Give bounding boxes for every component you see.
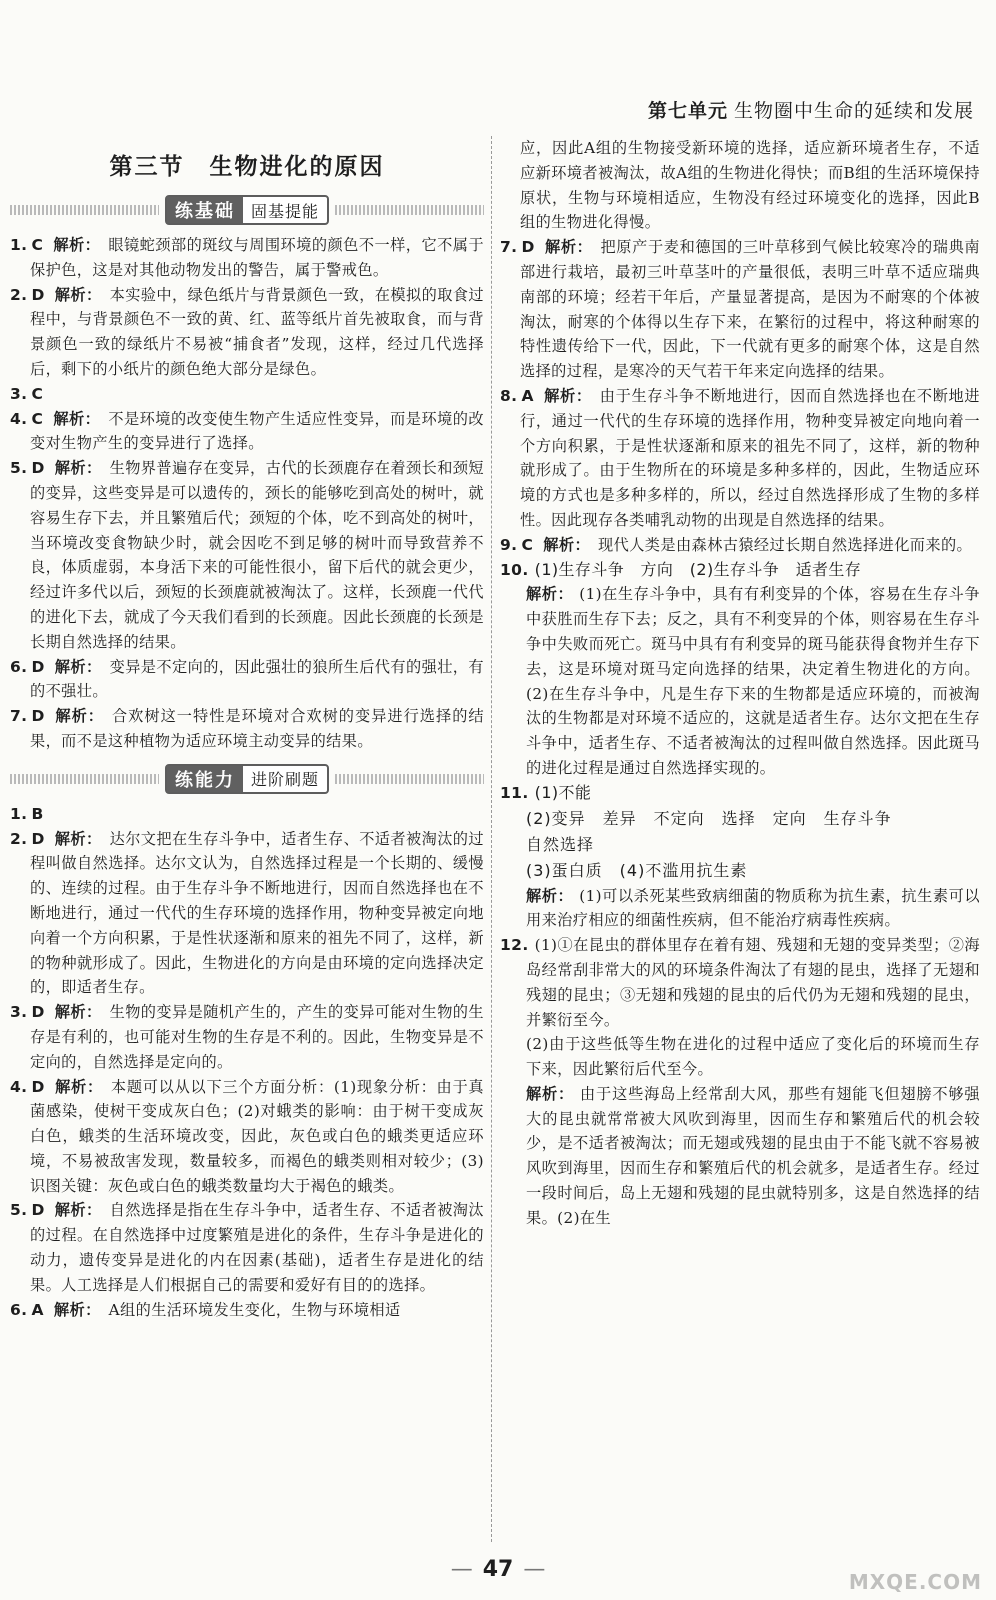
answer-number: 10.	[500, 560, 529, 579]
answer-number: 7.	[10, 707, 28, 726]
banner-basic	[10, 195, 484, 225]
analysis-text: 自然选择是指在生存斗争中，适者生存、不适者被淘汰的过程。在自然选择中过度繁殖是进化的条件，生存斗争是进化的动力，遗传变异是进化的内在因素(基础)，适者生存是进化的结果。人工选择是人们根据自己的需要和爱好有目的的选择。	[30, 1201, 484, 1294]
answer-item	[10, 283, 484, 382]
analysis-text: 把原产于麦和德国的三叶草移到气候比较寒冷的瑞典南部进行栽培，最初三叶草茎叶的产量很低，表明三叶草不适应瑞典南部的环境；经若干年后，产量显著提高，是因为不耐寒的个体被淘汰，耐寒的个体得以生存下来，在繁衍的过程中，将这种耐寒的特性遗传给下一代，因此，下一代就有更多的耐寒个体，这是自然选择的过程，是寒冷的天气若干年来定向选择的结果。	[520, 238, 980, 381]
unit-title: 生物圈中生命的延续和发展	[733, 100, 974, 122]
answer-number: 3.	[10, 1003, 28, 1022]
answer-key: C	[31, 236, 44, 254]
answer-item	[10, 382, 484, 407]
analysis-label: 解析：	[526, 886, 574, 905]
analysis-label: 解析：	[53, 236, 101, 254]
analysis-label: 解析：	[54, 829, 102, 848]
answer-key: A	[31, 1300, 44, 1319]
answer-number: 3.	[10, 384, 28, 403]
answer-number: 6.	[10, 1300, 28, 1319]
analysis-label: 解析：	[54, 1003, 102, 1022]
banner-main-text: 练能力	[167, 766, 243, 792]
answer-part: (2)由于这些低等生物在进化的过程中适应了变化后的环境而生存下来，因此繁衍后代至今。	[526, 1035, 980, 1079]
answer-number: 4.	[10, 1077, 28, 1096]
analysis-text: 合欢树这一特性是环境对合欢树的变异进行选择的结果，而不是这种植物为适应环境主动变异的结果。	[30, 707, 484, 750]
analysis-text: A组的生活环境发生变化，生物与环境相适	[108, 1300, 401, 1319]
banner-label	[165, 764, 329, 794]
answer-key: C	[31, 409, 44, 428]
answer-number: 5.	[10, 459, 28, 478]
analysis-text: 本题可以从以下三个方面分析：(1)现象分析：由于真菌感染，使树干变成灰白色；(2)对蛾类的影响：由于树干变成灰白色，蛾类的生活环境改变，因此，灰色或白色的蛾类更适应环境，不易被敌害发现，数量较多，而褐色的蛾类则相对较少；(3)识图关键：灰色或白色的蛾类数量均大于褐色的蛾类。	[30, 1077, 484, 1195]
analysis-label: 解析：	[526, 1084, 575, 1103]
answer-key: D	[31, 829, 45, 848]
section-title: 第三节 生物进化的原因	[109, 154, 385, 180]
answer-number: 8.	[500, 386, 518, 405]
banner-sub-text: 固基提能	[251, 201, 320, 221]
answer-key: D	[31, 1077, 45, 1096]
answer-number: 2.	[10, 285, 28, 304]
banner-decor-line	[10, 205, 159, 215]
analysis-text: 由于生存斗争不断地进行，因而自然选择也在不断地进行，通过一代代的生存环境的选择作用，物种变异被定向地向着一个方向积累，于是性状逐渐和原来的祖先不同了，这样，新的物种就形成了。由于生物所在的环境是多种多样的，因此，生物适应环境的方式也是多种多样的，所以，经过自然选择形成了生物的多样性。因此现存各类哺乳动物的出现是自然选择的结果。	[520, 386, 980, 529]
page-number-dash: —	[523, 1557, 546, 1582]
answer-item	[10, 802, 484, 827]
answer-key: A	[521, 386, 534, 405]
answer-item	[10, 1075, 484, 1199]
analysis-label: 解析：	[54, 1201, 102, 1220]
answer-number: 7.	[500, 238, 518, 257]
analysis-label: 解析：	[54, 657, 102, 676]
unit-label: 第七单元	[647, 100, 728, 122]
analysis-label: 解析：	[543, 386, 592, 405]
answer-key: D	[31, 459, 45, 478]
analysis-block	[500, 884, 980, 934]
analysis-label: 解析：	[54, 285, 102, 304]
page-number	[0, 1557, 996, 1582]
analysis-label: 解析：	[544, 238, 593, 257]
answer-text: (1)①在昆虫的群体里存在着有翅、残翅和无翅的变异类型；②海岛经常刮非常大的风的环境条件淘汰了有翅的昆虫，选择了无翅和残翅的昆虫；③无翅和残翅的昆虫的后代仍为无翅和残翅的昆虫，并繁衍至今。	[526, 936, 980, 1029]
answer-number: 2.	[10, 829, 28, 848]
banner-ability	[10, 764, 484, 794]
answer-item	[10, 456, 484, 654]
answer-text: (1)生存斗争 方向 (2)生存斗争 适者生存	[534, 559, 862, 579]
answer-item-11	[500, 781, 980, 806]
answer-key: B	[31, 804, 44, 823]
answer-key: D	[521, 238, 535, 257]
answer-item	[500, 235, 980, 384]
answer-text: (1)不能	[534, 782, 592, 802]
analysis-text: 由于这些海岛上经常刮大风，那些有翅能飞但翅膀不够强大的昆虫就常常被大风吹到海里，因而生存和繁殖后代的机会较少，是不适者被淘汰；而无翅或残翅的昆虫由于不能飞就不容易被风吹到海里，因而生存和繁殖后代的机会就多，是适者生存。经过一段时间后，岛上无翅和残翅的昆虫就特别多，这是自然选择的结果。(2)在生	[526, 1084, 980, 1227]
banner-decor-line	[335, 774, 484, 784]
answer-number: 5.	[10, 1201, 28, 1220]
answer-key: D	[31, 1003, 45, 1022]
banner-decor-line	[335, 205, 484, 215]
analysis-label: 解析：	[54, 459, 102, 478]
answer-item-12	[500, 933, 980, 1032]
answer-item	[500, 384, 980, 533]
ability-answer-list	[10, 802, 484, 1323]
answer-line: 自然选择	[526, 834, 595, 854]
analysis-text: 生物界普遍存在变异，古代的长颈鹿存在着颈长和颈短的变异，这些变异是可以遗传的，颈长的能够吃到高处的树叶，就容易生存下去，并且繁殖后代；颈短的个体，吃不到高处的树叶，当环境改变食物缺少时，就会因吃不到足够的树叶而导致营养不良，体质虚弱，本身活下来的可能性很小，留下后代的就会更少，经过许多代以后，颈短的长颈鹿就被淘汰了。这样，长颈鹿一代代的进化下去，就成了今天我们看到的长颈鹿。因此长颈鹿的长颈是长期自然选择的结果。	[30, 459, 484, 651]
answer-item	[10, 233, 484, 283]
answer-line: (3)蛋白质 (4)不滥用抗生素	[526, 860, 748, 880]
analysis-label: 解析：	[54, 707, 104, 726]
analysis-block	[500, 582, 980, 780]
analysis-text: (1)在生存斗争中，具有有利变异的个体，容易在生存斗争中获胜而生存下去；反之，具有不利变异的个体，则容易在生存斗争中失败而死亡。斑马中具有有利变异的斑马能获得食物并生存下去，这是环境对斑马定向选择的结果，决定着生物进化的方向。(2)在生存斗争中，凡是生存下来的生物都是适应环境的，而被淘汰的生物都是对环境不适应的，这就是适者生存。达尔文把在生存斗争中，适者生存、不适者被淘汰的过程叫做自然选择。因此斑马的进化过程是通过自然选择实现的。	[526, 585, 980, 777]
analysis-text: 本实验中，绿色纸片与背景颜色一致，在模拟的取食过程中，与背景颜色不一致的黄、红、蓝等纸片首先被取食，而与背景颜色一致的绿纸片不易被“捕食者”发现，这样，经过几代选择后，剩下的小纸片的颜色绝大部分是绿色。	[30, 285, 484, 378]
answer-item	[10, 655, 484, 705]
page-number-value: 47	[482, 1557, 514, 1582]
banner-label	[165, 195, 329, 225]
answer-item	[10, 1298, 484, 1323]
analysis-text: 现代人类是由森林古猿经过长期自然选择进化而来的。	[598, 535, 973, 554]
analysis-label: 解析：	[53, 409, 101, 428]
analysis-text: 不是环境的改变使生物产生适应性变异，而是环境的改变对生物产生的变异进行了选择。	[30, 409, 484, 453]
answer-number: 6.	[10, 657, 28, 676]
answer-key: D	[31, 285, 45, 304]
answer-item	[500, 533, 980, 558]
answer-item	[10, 704, 484, 754]
banner-decor-line	[10, 774, 159, 784]
answer-key: D	[31, 707, 45, 726]
answer-key: C	[31, 384, 44, 403]
analysis-block	[500, 1082, 980, 1231]
answer-key: D	[31, 1201, 45, 1220]
left-column	[10, 136, 484, 1548]
answer-number: 4.	[10, 409, 28, 428]
banner-main-text: 练基础	[167, 197, 243, 223]
column-divider	[491, 136, 492, 1542]
page-number-dash: —	[450, 1557, 473, 1582]
answer-item	[10, 1000, 484, 1074]
analysis-label: 解析：	[543, 535, 591, 554]
answer-number: 1.	[10, 236, 28, 254]
banner-sub-text: 进阶刷题	[251, 770, 320, 790]
analysis-text: (1)可以杀死某些致病细菌的物质称为抗生素，抗生素可以用来治疗相应的细菌性疾病，但不能治疗病毒性疾病。	[526, 886, 980, 930]
answer-number: 11.	[500, 783, 529, 802]
analysis-text: 变异是不定向的，因此强壮的狼所生后代有的强壮，有的不强壮。	[30, 657, 484, 701]
analysis-text: 达尔文把在生存斗争中，适者生存、不适者被淘汰的过程叫做自然选择。达尔文认为，自然选择过程是一个长期的、缓慢的、连续的过程。由于生存斗争不断地进行，因而自然选择也在不断地进行，通过一代代的生存环境的选择作用，物种变异被定向地向着一个方向积累，于是性状逐渐和原来的祖先不同了，这样，新的物种就形成了。因此，生物进化的方向是由环境的定向选择决定的，即适者生存。	[30, 829, 484, 997]
right-column	[500, 136, 980, 1548]
answer-number: 9.	[500, 535, 518, 554]
analysis-text: 眼镜蛇颈部的斑纹与周围环境的颜色不一样，它不属于保护色，这是对其他动物发出的警告，属于警戒色。	[30, 236, 484, 279]
answer-number: 12.	[500, 936, 529, 955]
site-watermark: MXQE.COM	[848, 1570, 982, 1594]
answer-key: D	[31, 657, 45, 676]
answer-item	[10, 827, 484, 1001]
answer-number: 1.	[10, 804, 28, 823]
analysis-text: 生物的变异是随机产生的，产生的变异可能对生物的生存是有利的，也可能对生物的生存是不利的。因此，生物变异是不定向的，自然选择是定向的。	[30, 1003, 484, 1071]
answer-item	[10, 407, 484, 457]
answer-key: C	[521, 535, 534, 554]
analysis-label: 解析：	[526, 585, 574, 604]
answer-line: (2)变异 差异 不定向 选择 定向 生存斗争	[526, 808, 892, 828]
page-header	[648, 96, 974, 123]
basic-answer-list	[10, 233, 484, 754]
answer-item-10	[500, 558, 980, 583]
continued-text: 应，因此A组的生物接受新环境的选择，适应新环境者生存，不适应新环境者被淘汰，故A组的生物进化得快；而B组的生活环境保持原状，生物与环境相适应，生物没有经过环境变化的选择，因此B组的生物进化得慢。	[520, 139, 980, 232]
answer-item	[10, 1198, 484, 1297]
analysis-label: 解析：	[54, 1077, 103, 1096]
analysis-label: 解析：	[53, 1300, 101, 1319]
